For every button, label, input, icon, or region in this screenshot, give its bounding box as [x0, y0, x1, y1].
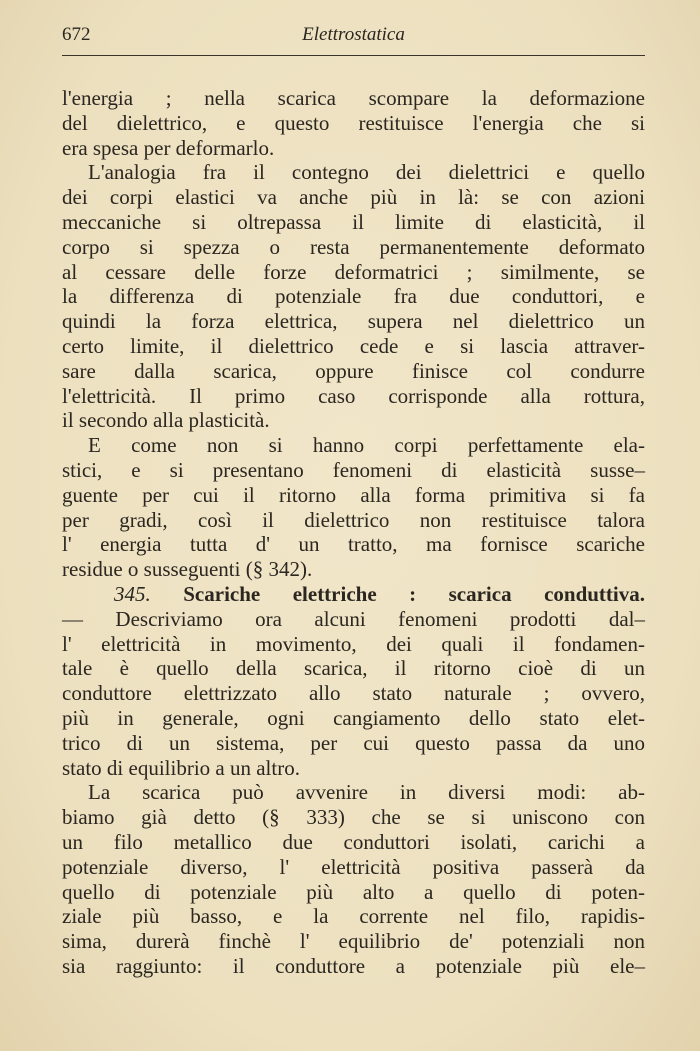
text-line: potenziale diverso, l' elettricità positiva passerà da — [62, 854, 645, 879]
text-line: sima, durerà finchè l' equilibrio de' potenziali non — [62, 929, 645, 954]
text-line: — Descriviamo ora alcuni fenomeni prodotti dal– — [62, 606, 645, 631]
text-line: stato di equilibrio a un altro. — [62, 755, 300, 780]
text-line: dei corpi elastici va anche più in là: se con azioni — [62, 185, 645, 210]
text-line: un filo metallico due conduttori isolati, carichi a — [62, 829, 645, 854]
text-line: stici, e si presentano fenomeni di elasticità susse– — [62, 457, 645, 482]
text-line: più in generale, ogni cangiamento dello stato elet- — [62, 705, 645, 730]
text-line: l' energia tutta d' un tratto, ma fornisce scariche — [62, 532, 645, 557]
text-line: trico di un sistema, per cui questo passa da uno — [62, 730, 645, 755]
text-line: biamo già detto (§ 333) che se si uniscono con — [62, 805, 645, 830]
running-header — [62, 20, 645, 50]
text-line: quindi la forza elettrica, supera nel dielettrico un — [62, 309, 645, 334]
text-line: sare dalla scarica, oppure finisce col condurre — [62, 358, 645, 383]
text-line: al cessare delle forze deformatrici ; similmente, se — [62, 259, 645, 284]
text-line: conduttore elettrizzato allo stato naturale ; ovvero, — [62, 681, 645, 706]
page-body — [62, 86, 645, 979]
text-line: per gradi, così il dielettrico non restituisce talora — [62, 507, 645, 532]
header-rule — [62, 55, 645, 56]
section-heading — [62, 582, 645, 607]
paragraph-3 — [62, 433, 645, 582]
text-line: certo limite, il dielettrico cede e si lascia attraver- — [62, 333, 645, 358]
section-number: 345. — [114, 581, 151, 606]
page-number: 672 — [62, 24, 91, 45]
text-line: l'energia ; nella scarica scompare la deformazione — [62, 86, 645, 110]
paragraph-2 — [62, 160, 645, 433]
text-line: il secondo alla plasticità. — [62, 408, 270, 433]
paragraph-1 — [62, 86, 645, 160]
text-line: ziale più basso, e la corrente nel filo, rapidis- — [62, 904, 645, 929]
text-line: del dielettrico, e questo restituisce l'energia che si — [62, 110, 645, 135]
text-line: quello di potenziale più alto a quello di poten- — [62, 879, 645, 904]
text-line: l' elettricità in movimento, dei quali il fondamen- — [62, 631, 645, 656]
text-line: meccaniche si oltrepassa il limite di elasticità, il — [62, 209, 645, 234]
text-line: sia raggiunto: il conduttore a potenziale più ele– — [62, 953, 645, 978]
running-title: Elettrostatica — [302, 24, 405, 45]
section-345 — [62, 582, 645, 780]
section-title: Scariche elettriche : scarica conduttiva. — [183, 581, 646, 606]
text-line: la differenza di potenziale fra due conduttori, e — [62, 284, 645, 309]
text-line: L'analogia fra il contegno dei dielettrici e quello — [88, 160, 645, 185]
text-line: l'elettricità. Il primo caso corrisponde alla rottura, — [62, 383, 645, 408]
text-line: E come non si hanno corpi perfettamente ela- — [88, 433, 645, 458]
text-line: La scarica può avvenire in diversi modi: ab- — [88, 780, 645, 805]
text-line: corpo si spezza o resta permanentemente deformato — [62, 234, 645, 259]
text-line: guente per cui il ritorno alla forma primitiva si fa — [62, 482, 645, 507]
text-line: era spesa per deformarlo. — [62, 135, 275, 160]
text-line: tale è quello della scarica, il ritorno cioè di un — [62, 656, 645, 681]
paragraph-5 — [62, 780, 645, 978]
text-line: residue o susseguenti (§ 342). — [62, 557, 313, 582]
